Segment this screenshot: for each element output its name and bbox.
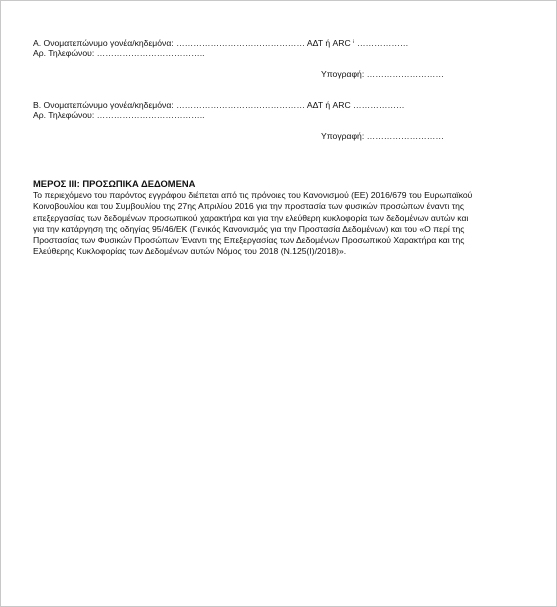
section-a-name-line: Α. Ονοματεπώνυμο γονέα/κηδεμόνα: ……………………………………… ΑΔΤ ή ARC ⁱ ……………… xyxy=(33,38,409,48)
paragraph-line: Το περιεχόμενο του παρόντος εγγράφου διέπεται από τις πρόνοιες του Κανονισμού (ΕΕ) 2016/679 του Ευρωπαϊκού xyxy=(33,190,473,200)
paragraph-line: Ελεύθερης Κυκλοφορίας των Δεδομένων αυτών Νόμος του 2018 (Ν.125(Ι)/2018)». xyxy=(33,246,347,257)
paragraph-line: Κοινοβουλίου και του Συμβουλίου της 27ης Απριλίου 2016 για την προστασία των φυσικών προσώπων έναντι της xyxy=(33,201,465,212)
section-b-signature-line: Υπογραφή: ……………………… xyxy=(321,131,444,141)
section-a-signature-line: Υπογραφή: ……………………… xyxy=(321,69,444,79)
section-b-phone-line: Αρ. Τηλεφώνου: ……………………………….. xyxy=(33,110,205,120)
paragraph-line: Προστασίας των Φυσικών Προσώπων Έναντι της Επεξεργασίας των Δεδομένων Προσωπικού Χαρακτήρα και της xyxy=(33,235,465,246)
section-a-phone-line: Αρ. Τηλεφώνου: ……………………………….. xyxy=(33,48,205,58)
paragraph-line: για την κατάργηση της οδηγίας 95/46/ΕΚ (Γενικός Κανονισμός για την Προστασία Δεδομένων) και του «Ο περί της xyxy=(33,223,465,234)
personal-data-paragraph xyxy=(33,190,528,258)
part-iii-heading: ΜΕΡΟΣ ΙΙΙ: ΠΡΟΣΩΠΙΚΑ ΔΕΔΟΜΕΝΑ xyxy=(33,178,196,189)
section-b-name-line: Β. Ονοματεπώνυμο γονέα/κηδεμόνα: ……………………………………… ΑΔΤ ή ARC ……………… xyxy=(33,100,405,110)
paragraph-line: επεξεργασίας των δεδομένων προσωπικού χαρακτήρα και για την ελεύθερη κυκλοφορία των δεδομένων αυτών και xyxy=(33,212,469,223)
